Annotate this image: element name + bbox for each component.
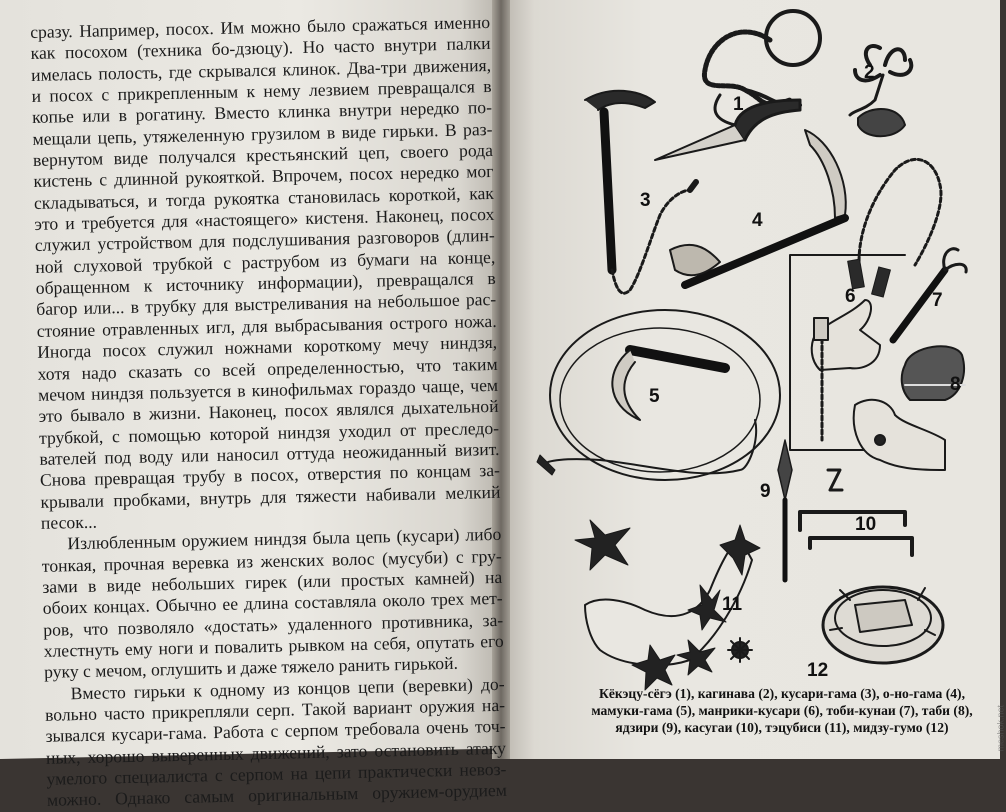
- text-line: хотя надо сказать со всей определенностью, что таким: [37, 353, 498, 384]
- text-line: обращенном к источнику информации), превращался в: [35, 268, 496, 299]
- figure-number-2: 2: [864, 62, 875, 83]
- text-line: мечом ниндзя пользуется в кинофильмах гораздо чаще, чем: [37, 374, 499, 405]
- text-line: стояние отравленных игл, для выбрасывания острого ножа.: [36, 310, 497, 341]
- text-line: Излюбленным оружием ниндзя была цепь (кусари) либо: [67, 524, 502, 554]
- text-line: и посох с прикрепленным к нему лезвием превращался в: [31, 75, 492, 107]
- text-line: трубкой, с помощью которой ниндзя уходил от преследо-: [38, 417, 500, 448]
- text-line: Иногда посох служил ножнами короткому мечу ниндзя,: [36, 332, 498, 363]
- text-line: обоих концах. Обычно ее длина составляла около трех мет-: [42, 588, 503, 619]
- kaginawa-drawing: [850, 46, 911, 136]
- text-line: складываться, и тогда рукоятка становилась короткой, как: [33, 182, 495, 213]
- text-line: служил устройством для подслушивания разговоров (длин-: [34, 225, 495, 256]
- text-line: вернутом виде получался крестьянский цеп, своего рода: [32, 139, 494, 171]
- text-line: Снова превращая трубу в посох, отверстия по концам за-: [39, 460, 501, 491]
- figure-number-5: 5: [649, 386, 660, 407]
- figure-number-10: 10: [855, 514, 877, 535]
- text-line: копье или в рогатину. Вместо клинка внутри нередко по-: [31, 97, 493, 128]
- tobi-kunai-drawing: [893, 249, 966, 340]
- figure-number-3: 3: [640, 190, 651, 211]
- figure-number-8: 8: [950, 374, 961, 395]
- text-line: имелась полость, где скрывался клинок. Два-три движения,: [30, 54, 492, 85]
- hand-holding-drawing: [854, 400, 945, 470]
- text-line: это бывало в жизни. Наконец, посох являлся дыхательной: [38, 396, 499, 427]
- text-line: ной слуховой трубкой с раструбом из бумаги на конце,: [35, 246, 496, 277]
- text-line: можно. Однако самым оригинальным оружием-орудием: [46, 780, 508, 811]
- figure-number-4: 4: [752, 210, 763, 231]
- text-line: вольно часто прикрепляли серп. Такой вариант оружия на-: [44, 694, 506, 725]
- figure-caption: [572, 686, 992, 736]
- text-line: ных, хорошо выверенных движений, зато остановить атаку: [45, 737, 507, 768]
- caption-line: мамуки-гама (5), манрики-кусари (6), тоби-кунаи (7), таби (8),: [591, 702, 973, 718]
- caption-line: ядзири (9), касугаи (10), тэцубиси (11), мидзу-гумо (12): [615, 719, 949, 735]
- kasugai-drawing: [800, 470, 912, 555]
- text-line: сразу. Например, посох. Им можно было сражаться именно: [30, 11, 491, 42]
- text-line: руку с мечом, оглушить и даже тяжело ранить гирькой.: [43, 653, 459, 683]
- figure-number-9: 9: [760, 481, 771, 502]
- text-line: Вместо гирьки к одному из концов цепи (веревки) до-: [70, 673, 505, 703]
- figure-number-12: 12: [807, 660, 829, 681]
- text-line: багор или... в трубку для выстреливания на небольшое рас-: [36, 289, 497, 320]
- figure-number-11: 11: [722, 594, 743, 615]
- text-line: это и требуется для «настоящего» кистеня. Наконец, посох: [34, 204, 495, 235]
- figure-number-7: 7: [932, 290, 943, 311]
- yadziri-drawing: [778, 440, 792, 580]
- text-line: ров, что позволяло «достать» удаленного противника, за-: [43, 609, 504, 640]
- text-line: зами в виде небольших гирек (или простых камней) на: [42, 566, 503, 597]
- watermark: meshok.net: [996, 705, 1006, 752]
- text-line: как посохом (техника бо-дзюцу). Но часто внутри палки: [30, 33, 491, 64]
- text-line: тонкая, прочная веревка из женских волос (мусуби) с гру-: [41, 545, 502, 576]
- text-line: кистень с длинной рукояткой. Впрочем, посох нередко мог: [33, 161, 494, 192]
- mizu-gumo-drawing: [823, 587, 943, 663]
- o-no-gama-drawing: [670, 130, 846, 285]
- kyoketsu-shoge-drawing: [655, 11, 820, 160]
- text-line: мещали цепь, утяжеленную грузилом в виде гирьки. В раз-: [32, 118, 493, 149]
- caption-line: Кёкэцу-сёгэ (1), кагинава (2), кусари-гама (3), о-но-гама (4),: [599, 686, 965, 701]
- figure-number-1: 1: [733, 94, 744, 115]
- text-line: песок...: [40, 511, 98, 533]
- text-line: зывался кусари-гама. Работа с серпом требовала очень точ-: [45, 716, 506, 747]
- text-line: вателей под воду или наносил оттуда неожиданный визит.: [39, 438, 500, 469]
- manriki-kusari-drawing: [848, 159, 941, 297]
- text-line: хлестнуть ему ноги и повалить рывком на себя, опутать его: [43, 630, 504, 661]
- text-line: умелого специалиста с серпом на цепи практически невоз-: [46, 758, 507, 789]
- figure-number-6: 6: [845, 286, 856, 307]
- text-line: крывали пробками, внутрь для тяжести набивали мелкий: [40, 481, 501, 512]
